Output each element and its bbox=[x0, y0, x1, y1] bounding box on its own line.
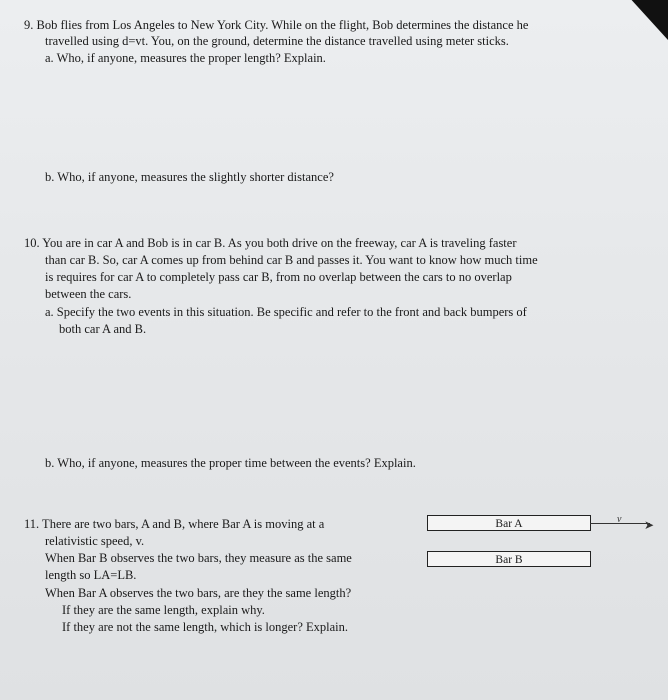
bar-a: Bar A bbox=[427, 515, 591, 531]
velocity-label: v bbox=[617, 514, 622, 525]
velocity-arrow-icon: ➤ bbox=[644, 518, 655, 532]
q11-line-3: When Bar B observes the two bars, they measure as the same bbox=[45, 551, 352, 565]
q10-part-b: b. Who, if anyone, measures the proper time between the events? Explain. bbox=[45, 456, 416, 470]
q9-line-2: travelled using d=vt. You, on the ground, determine the distance travelled using meter sticks. bbox=[45, 34, 509, 48]
q10-line-2: than car B. So, car A comes up from behind car B and passes it. You want to know how much time bbox=[45, 253, 538, 267]
q11-line-1: 11. There are two bars, A and B, where Bar A is moving at a bbox=[24, 517, 325, 531]
q9-part-b: b. Who, if anyone, measures the slightly shorter distance? bbox=[45, 170, 334, 184]
q11-line-2: relativistic speed, v. bbox=[45, 534, 145, 548]
page-corner-shadow bbox=[616, 0, 668, 40]
q10-part-a-line-2: both car A and B. bbox=[59, 322, 147, 336]
q9-part-a: a. Who, if anyone, measures the proper length? Explain. bbox=[45, 51, 326, 65]
q11-line-6: If they are the same length, explain why. bbox=[62, 603, 265, 617]
bar-b: Bar B bbox=[427, 551, 591, 567]
q11-line-4: length so LA=LB. bbox=[45, 568, 137, 582]
q11-line-7: If they are not the same length, which is longer? Explain. bbox=[62, 620, 349, 634]
q9-line-1: 9. Bob flies from Los Angeles to New York City. While on the flight, Bob determines the distance he bbox=[24, 18, 529, 32]
q10-line-3: is requires for car A to completely pass car B, from no overlap between the cars to no overlap bbox=[45, 270, 512, 284]
q10-line-4: between the cars. bbox=[45, 287, 132, 301]
q10-line-1: 10. You are in car A and Bob is in car B. As you both drive on the freeway, car A is traveling faster bbox=[24, 236, 517, 250]
q11-line-5: When Bar A observes the two bars, are they the same length? bbox=[45, 586, 352, 600]
q10-part-a-line-1: a. Specify the two events in this situation. Be specific and refer to the front and back bumpers of bbox=[45, 305, 527, 319]
